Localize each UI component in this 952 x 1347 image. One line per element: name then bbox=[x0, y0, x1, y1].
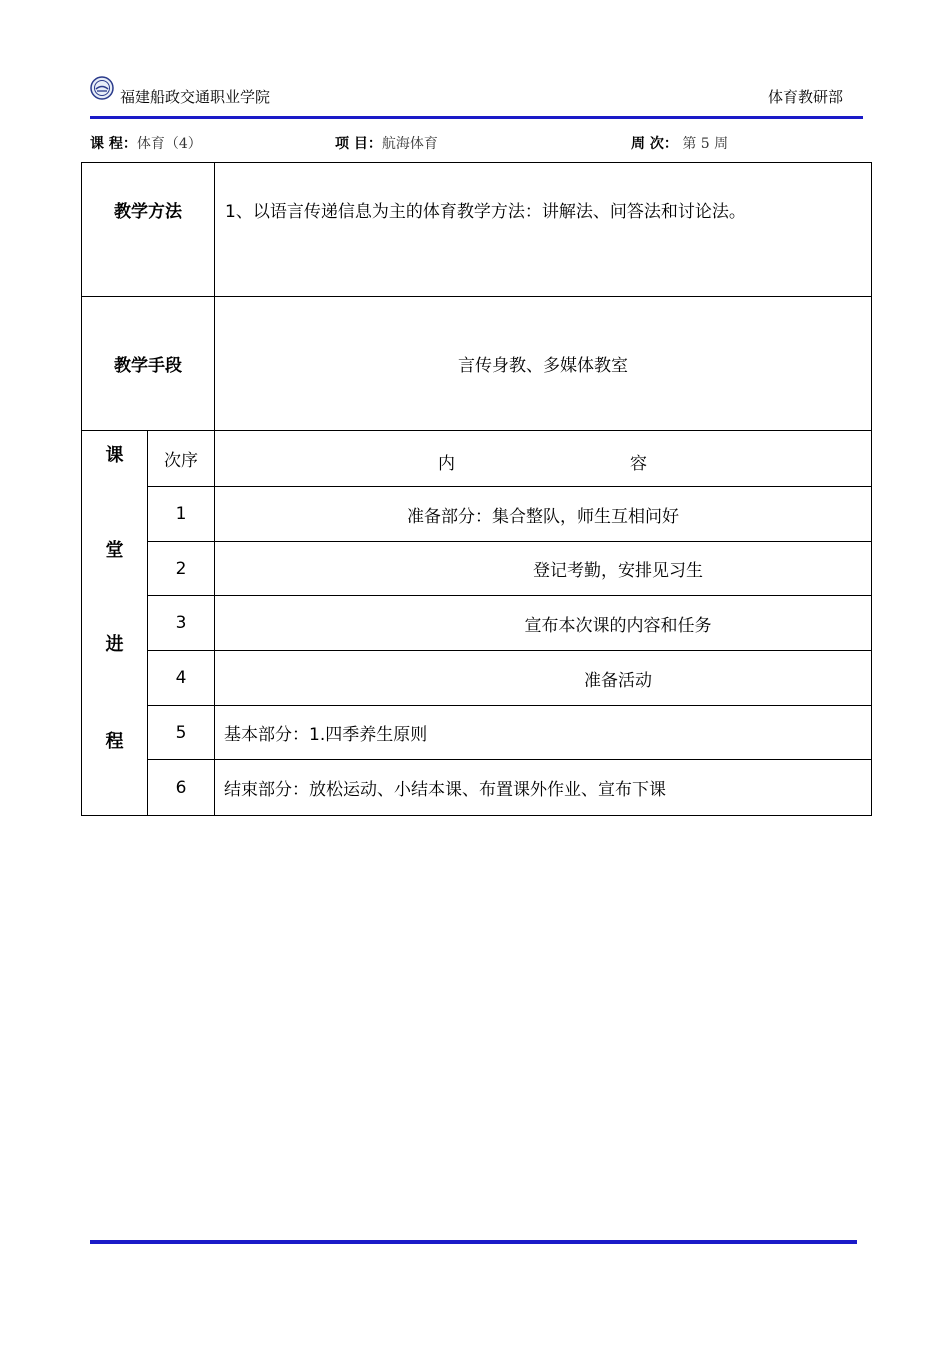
side-char-3: 进 bbox=[105, 634, 124, 655]
table-row bbox=[82, 596, 872, 651]
method-text: 1、以语言传递信息为主的体育教学方法：讲解法、问答法和讨论法。 bbox=[215, 163, 872, 297]
content-header-2: 容 bbox=[630, 454, 647, 474]
school-emblem-icon bbox=[90, 76, 114, 100]
method-label: 教学方法 bbox=[82, 163, 215, 297]
project-label: 项 目： bbox=[335, 136, 382, 152]
week-label: 周 次： bbox=[631, 136, 678, 152]
side-char-1: 课 bbox=[105, 445, 124, 466]
order-header: 次序 bbox=[148, 431, 215, 487]
table-row bbox=[82, 706, 872, 760]
row-number: 1 bbox=[148, 487, 215, 542]
table-row bbox=[82, 651, 872, 706]
page-header bbox=[90, 72, 863, 118]
content-header bbox=[215, 431, 872, 487]
school-name: 福建船政交通职业学院 bbox=[120, 88, 271, 106]
header-rule bbox=[90, 116, 863, 119]
row-content: 宣布本次课的内容和任务 bbox=[215, 596, 872, 651]
row-number: 4 bbox=[148, 651, 215, 706]
meta-project bbox=[335, 133, 438, 153]
table-row bbox=[82, 760, 872, 816]
footer-rule bbox=[90, 1240, 857, 1244]
means-row bbox=[82, 297, 872, 431]
row-number: 2 bbox=[148, 542, 215, 596]
side-char-2: 堂 bbox=[105, 540, 124, 561]
content-header-1: 内 bbox=[438, 454, 455, 474]
lesson-plan-table bbox=[81, 162, 872, 816]
row-content: 结束部分：放松运动、小结本课、布置课外作业、宣布下课 bbox=[215, 760, 872, 816]
means-text: 言传身教、多媒体教室 bbox=[215, 297, 872, 431]
table-row bbox=[82, 487, 872, 542]
side-char-4: 程 bbox=[105, 731, 124, 752]
row-content: 准备部分：集合整队，师生互相问好 bbox=[215, 487, 872, 542]
week-value: 第 5 周 bbox=[682, 136, 729, 152]
row-number: 3 bbox=[148, 596, 215, 651]
method-row bbox=[82, 163, 872, 297]
row-number: 6 bbox=[148, 760, 215, 816]
meta-course bbox=[90, 133, 202, 153]
means-label: 教学手段 bbox=[82, 297, 215, 431]
course-value: 体育（4） bbox=[136, 136, 202, 152]
table-row bbox=[82, 542, 872, 596]
project-value: 航海体育 bbox=[381, 136, 438, 152]
row-content: 登记考勤，安排见习生 bbox=[215, 542, 872, 596]
row-number: 5 bbox=[148, 706, 215, 760]
row-content: 基本部分：1.四季养生原则 bbox=[215, 706, 872, 760]
row-content: 准备活动 bbox=[215, 651, 872, 706]
process-header-row bbox=[82, 431, 872, 487]
department-name: 体育教研部 bbox=[767, 88, 843, 106]
course-label: 课 程： bbox=[90, 136, 137, 152]
meta-week bbox=[631, 133, 728, 153]
process-side-label bbox=[82, 431, 148, 816]
